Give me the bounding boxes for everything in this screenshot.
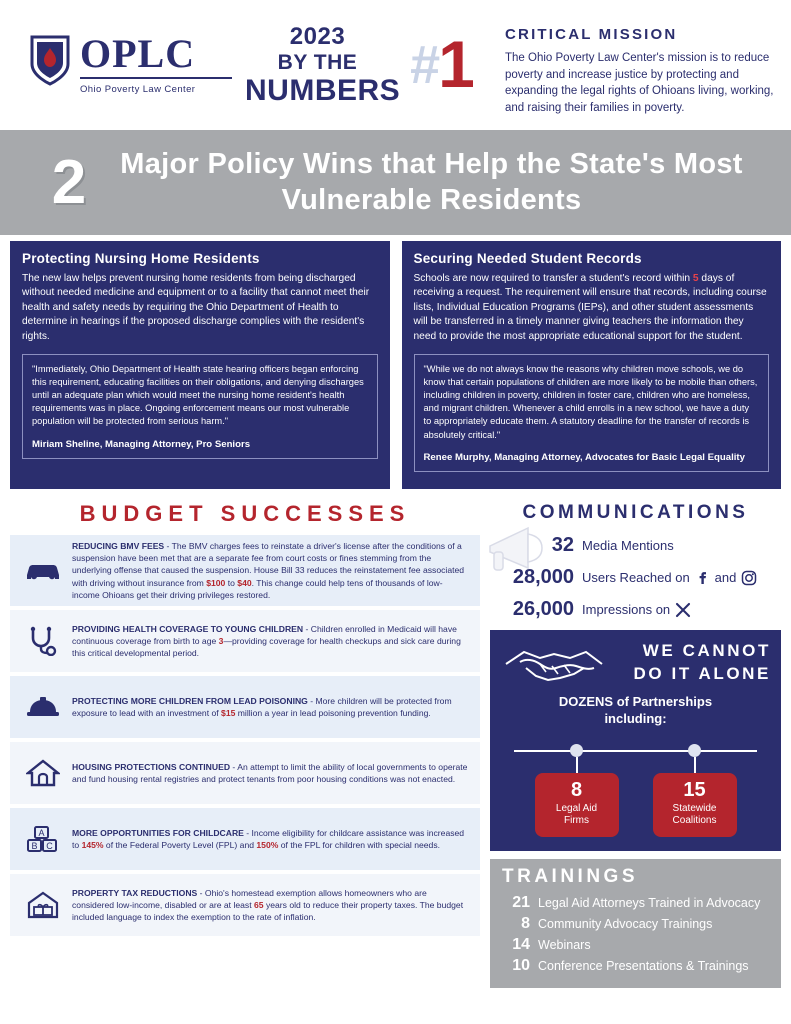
communications-rows	[490, 534, 781, 621]
rank-number: 1	[438, 27, 475, 101]
highlight-value: 150%	[256, 840, 279, 851]
tag-label	[657, 803, 733, 828]
panel-body-post: days of receiving a request. The requirement will ensure that records, including course lists, Individual Education Programs (IEPs), and other student assessments will be transferred in a timely manner giving teachers the information they need to provide the most appropriate educational support for the student.	[413, 273, 767, 342]
year: 2023	[289, 23, 346, 50]
body-text: of the Federal Poverty Level (FPL) and	[103, 840, 257, 851]
panel-body	[414, 272, 770, 344]
abc-blocks-icon	[14, 825, 72, 853]
logo-divider	[80, 77, 232, 79]
body-text: - Income eligibility for childcare assistance was increased to	[72, 827, 465, 851]
mission-block	[495, 8, 777, 117]
tag-label-line1: Legal Aid	[555, 802, 598, 814]
communications-row	[496, 598, 781, 621]
partnerships-panel	[490, 630, 781, 851]
budget-row-text	[72, 540, 472, 601]
training-row	[502, 894, 771, 912]
metric-value: 28,000	[512, 566, 574, 588]
body-text: - Children enrolled in Medicaid will have continuous coverage from birth to age	[72, 623, 457, 646]
quote-text: "While we do not always know the reasons why children move schools, we do know that certain populations of children are more likely to be mobile than others, including children in poverty, children in foster care, children who are homeless, and migrant children. Whenever a child enrolls in a new school, we have a duty to appropriately educate them. A statutory deadline for the transfer of records is absolutely critical."	[423, 364, 758, 440]
metric-label-text: Impressions on	[582, 602, 671, 617]
logo-name: OPLC	[80, 31, 196, 76]
tag-body	[653, 773, 737, 837]
body-text: to	[225, 577, 238, 588]
middle-section	[0, 493, 791, 988]
rank-badge	[390, 8, 495, 101]
partnerships-title-line1: WE CANNOT	[642, 641, 771, 661]
tag-dot-icon	[570, 744, 583, 757]
body-text: - More children will be protected from exposure to lead with an investment of	[72, 695, 452, 719]
training-label: Community Advocacy Trainings	[538, 916, 713, 931]
body-text: years old to reduce their property taxes. The budget included language to index the exemption to the rate of inflation.	[72, 899, 464, 923]
trainings-title: TRAININGS	[502, 865, 638, 887]
metric-label	[582, 602, 691, 618]
budget-row-text	[72, 623, 472, 660]
budget-row-heading: PROPERTY TAX REDUCTIONS	[72, 887, 198, 898]
instagram-icon	[741, 570, 757, 586]
training-count: 21	[512, 893, 530, 911]
training-count: 10	[512, 956, 530, 974]
tag-label-line2: Firms	[564, 815, 589, 827]
metric-value: 26,000	[512, 598, 574, 620]
metric-label-text: Media Mentions	[582, 538, 674, 553]
tag-body	[535, 773, 619, 837]
logo	[30, 8, 245, 95]
numbers-label: NUMBERS	[245, 74, 401, 108]
budget-row-text	[72, 887, 472, 924]
quote-text: "Immediately, Ohio Department of Health state hearing officers began enforcing this requirement, educating facilities on their obligations, and denying discharges until an adequate plan which would meet the nursing home resident's health requirements was in place. Ongoing enforcement means our most vulnerable population will be protected from serious harm."	[32, 364, 364, 427]
training-count: 14	[512, 935, 530, 953]
highlight-value: $40	[237, 577, 252, 588]
budget-row-text	[72, 761, 472, 785]
header	[0, 0, 791, 130]
communications-title: COMMUNICATIONS	[522, 502, 749, 523]
highlight-value: $15	[221, 708, 236, 719]
body-text: million a year in lead poisoning prevention funding.	[235, 708, 431, 719]
tag-label-line2: Coalitions	[672, 815, 717, 827]
partnerships-title-line2: DO IT ALONE	[633, 664, 771, 683]
panel-body-highlight: 5	[692, 273, 699, 284]
budget-row-text	[72, 827, 472, 851]
body-text: - Ohio's homestead exemption allows homeowners who are considered low-income, disabled or are at least	[72, 887, 427, 910]
hash-symbol: #	[410, 35, 439, 95]
car-icon	[14, 559, 72, 583]
quote-box	[22, 354, 378, 458]
hardhat-icon	[14, 694, 72, 720]
logo-subtitle: Ohio Poverty Law Center	[80, 84, 196, 95]
body-text: of the FPL for children with special needs.	[278, 840, 441, 851]
body-text: - The BMV charges fees to reinstate a driver's license after the conditions of a suspension have been met that are a separate fee from court costs or fines stemming from the underlying offense that caused the suspension. House Bill 33 reduces the reinstatement fee associated with driving without insurance from	[72, 541, 465, 588]
panel-title: Securing Needed Student Records	[413, 251, 642, 266]
budget-row-text	[72, 695, 472, 719]
partnerships-subtitle-line1: DOZENS of Partnerships	[558, 694, 713, 709]
shield-icon	[30, 34, 70, 86]
partnership-tag	[653, 744, 737, 837]
highlight-value: 145%	[81, 840, 104, 851]
conjunction-text: and	[714, 570, 737, 585]
policy-wins-band	[0, 130, 791, 235]
body-text: - An attempt to limit the ability of local governments to operate and fund housing rental registries and protect tenants from poor housing conditions was not enacted.	[72, 761, 468, 785]
panel-body: The new law helps prevent nursing home residents from being discharged without needed medicine and equipment or to a facility that cannot meet their health and safety needs by requiring the Ohio Department of Health to determine in hearings if the proposed discharge complies with the resident's rights.	[22, 273, 370, 342]
mission-title: CRITICAL MISSION	[505, 26, 678, 43]
tag-label	[539, 803, 615, 828]
highlight-value: 3	[218, 635, 224, 646]
trainings-panel	[490, 859, 781, 988]
body-text: . This change could help tens of thousands of low-income Ohioans get their driving privileges restored.	[72, 577, 443, 600]
training-label: Webinars	[538, 937, 591, 952]
training-label: Conference Presentations & Trainings	[538, 958, 749, 973]
panel-body-pre: Schools are now required to transfer a student's record within	[413, 273, 693, 284]
budget-row	[10, 535, 480, 606]
x-twitter-icon	[675, 602, 691, 618]
metric-label-text: Users Reached on	[582, 570, 690, 585]
highlight-value: 65	[254, 899, 264, 910]
quote-attribution: Miriam Sheline, Managing Attorney, Pro Seniors	[32, 438, 251, 450]
tag-label-line1: Statewide	[672, 802, 717, 814]
svg-text:C: C	[46, 841, 53, 852]
house-icon	[14, 758, 72, 788]
megaphone-icon	[484, 520, 550, 576]
handshake-icon	[500, 640, 608, 686]
training-row	[502, 915, 771, 933]
budget-row	[10, 610, 480, 672]
band-heading: Major Policy Wins that Help the State's Most Vulnerable Residents	[120, 148, 743, 216]
training-label: Legal Aid Attorneys Trained in Advocacy	[538, 895, 761, 910]
policy-panels	[0, 235, 791, 493]
partnership-tags	[500, 744, 771, 837]
budget-row	[10, 874, 480, 936]
budget-row-heading: HOUSING PROTECTIONS CONTINUED	[72, 761, 231, 772]
budget-row	[10, 742, 480, 804]
budget-row-heading: REDUCING BMV FEES	[72, 541, 165, 551]
training-count: 8	[521, 914, 530, 932]
metric-value: 32	[551, 534, 574, 556]
tag-number: 8	[570, 778, 583, 801]
training-row	[502, 957, 771, 975]
budget-row-heading: PROVIDING HEALTH COVERAGE TO YOUNG CHILDREN	[72, 623, 304, 634]
metric-label	[582, 538, 674, 553]
by-the-label: BY THE	[277, 50, 358, 74]
tag-stem	[694, 757, 696, 773]
partnerships-subtitle	[500, 694, 771, 728]
gift-house-icon	[14, 890, 72, 920]
svg-text:B: B	[31, 841, 38, 852]
svg-text:A: A	[38, 828, 45, 839]
stethoscope-icon	[14, 626, 72, 656]
budget-row-heading: PROTECTING MORE CHILDREN FROM LEAD POISONING	[72, 695, 308, 706]
budget-successes	[10, 495, 480, 988]
band-number: 2	[51, 147, 87, 217]
policy-panel-student-records	[402, 241, 782, 489]
training-row	[502, 936, 771, 954]
partnerships-header	[500, 640, 771, 686]
policy-panel-nursing-home	[10, 241, 390, 489]
budget-row-heading: MORE OPPORTUNITIES FOR CHILDCARE	[72, 827, 244, 838]
quote-box	[414, 354, 770, 471]
metric-label	[582, 570, 757, 586]
partnerships-subtitle-line2: including:	[604, 710, 667, 726]
budget-row	[10, 676, 480, 738]
tag-stem	[576, 757, 578, 773]
facebook-icon	[695, 570, 710, 585]
tag-dot-icon	[688, 744, 701, 757]
partnership-tag	[535, 744, 619, 837]
budget-title: BUDGET SUCCESSES	[79, 501, 411, 526]
by-the-numbers	[245, 8, 401, 108]
budget-row	[10, 808, 480, 870]
quote-attribution: Renee Murphy, Managing Attorney, Advocates for Basic Legal Equality	[423, 451, 745, 463]
panel-title: Protecting Nursing Home Residents	[22, 251, 260, 266]
partnerships-title	[616, 640, 771, 686]
highlight-value: $100	[206, 577, 226, 588]
right-column	[490, 495, 781, 988]
mission-body: The Ohio Poverty Law Center's mission is to reduce poverty and increase justice by protecting and expanding the legal rights of Ohioans living, working, and raising their families in poverty.	[505, 52, 774, 115]
tag-number: 15	[683, 778, 706, 801]
body-text: —providing coverage for health checkups and sick care during this critical developmental period.	[72, 635, 461, 659]
